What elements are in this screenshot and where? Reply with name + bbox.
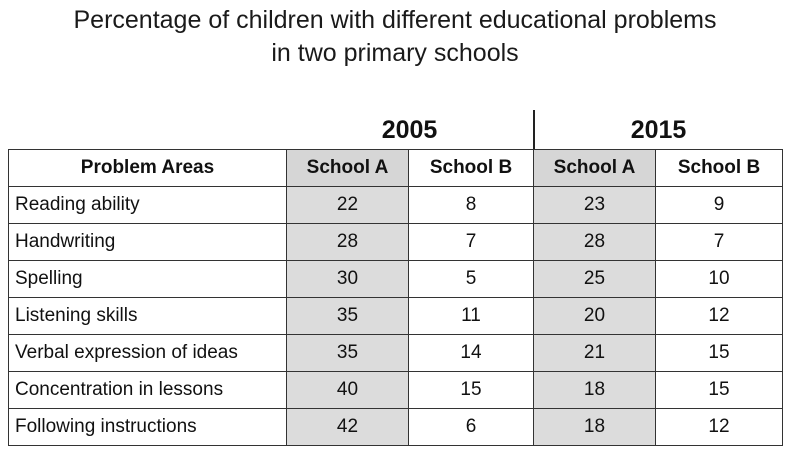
value-cell-2005-school-a: 40 xyxy=(287,372,409,409)
table-row xyxy=(9,409,783,446)
column-header-2005-school-b: School B xyxy=(409,150,534,187)
year-header-2015: 2015 xyxy=(630,116,687,144)
value-cell-2015-school-a: 25 xyxy=(534,261,656,298)
chart-title xyxy=(0,4,790,70)
column-header-2015-school-a: School A xyxy=(534,150,656,187)
value-cell-2015-school-b: 7 xyxy=(656,224,783,261)
value-cell-2015-school-b: 12 xyxy=(656,409,783,446)
value-cell-2005-school-a: 30 xyxy=(287,261,409,298)
value-cell-2005-school-b: 5 xyxy=(409,261,534,298)
value-cell-2005-school-a: 42 xyxy=(287,409,409,446)
problem-area-label: Listening skills xyxy=(9,298,287,335)
problem-area-label: Following instructions xyxy=(9,409,287,446)
value-cell-2015-school-b: 9 xyxy=(656,187,783,224)
table-row xyxy=(9,298,783,335)
value-cell-2005-school-b: 8 xyxy=(409,187,534,224)
problem-area-label: Reading ability xyxy=(9,187,287,224)
column-header-problem-areas: Problem Areas xyxy=(9,150,287,187)
value-cell-2015-school-a: 18 xyxy=(534,372,656,409)
chart-title-line-1: Percentage of children with different educational problems xyxy=(73,6,717,34)
table-row xyxy=(9,187,783,224)
column-header-2005-school-a: School A xyxy=(287,150,409,187)
problem-area-label: Spelling xyxy=(9,261,287,298)
value-cell-2005-school-b: 14 xyxy=(409,335,534,372)
value-cell-2015-school-b: 12 xyxy=(656,298,783,335)
problem-area-label: Handwriting xyxy=(9,224,287,261)
value-cell-2015-school-a: 18 xyxy=(534,409,656,446)
value-cell-2015-school-b: 15 xyxy=(656,335,783,372)
table-row xyxy=(9,261,783,298)
value-cell-2005-school-a: 35 xyxy=(287,298,409,335)
column-header-2015-school-b: School B xyxy=(656,150,783,187)
value-cell-2005-school-a: 28 xyxy=(287,224,409,261)
problem-area-label: Verbal expression of ideas xyxy=(9,335,287,372)
table-row xyxy=(9,372,783,409)
value-cell-2015-school-b: 15 xyxy=(656,372,783,409)
value-cell-2015-school-a: 23 xyxy=(534,187,656,224)
value-cell-2005-school-b: 6 xyxy=(409,409,534,446)
value-cell-2005-school-a: 35 xyxy=(287,335,409,372)
problem-area-label: Concentration in lessons xyxy=(9,372,287,409)
value-cell-2005-school-a: 22 xyxy=(287,187,409,224)
value-cell-2015-school-a: 28 xyxy=(534,224,656,261)
value-cell-2005-school-b: 7 xyxy=(409,224,534,261)
table-row xyxy=(9,335,783,372)
year-header-2005: 2005 xyxy=(381,116,438,144)
chart-title-line-2: in two primary schools xyxy=(271,39,519,67)
value-cell-2015-school-a: 21 xyxy=(534,335,656,372)
value-cell-2005-school-b: 11 xyxy=(409,298,534,335)
header-row xyxy=(9,150,783,187)
table-row xyxy=(9,224,783,261)
table-body xyxy=(9,187,783,446)
value-cell-2005-school-b: 15 xyxy=(409,372,534,409)
value-cell-2015-school-a: 20 xyxy=(534,298,656,335)
value-cell-2015-school-b: 10 xyxy=(656,261,783,298)
data-table xyxy=(8,149,783,446)
